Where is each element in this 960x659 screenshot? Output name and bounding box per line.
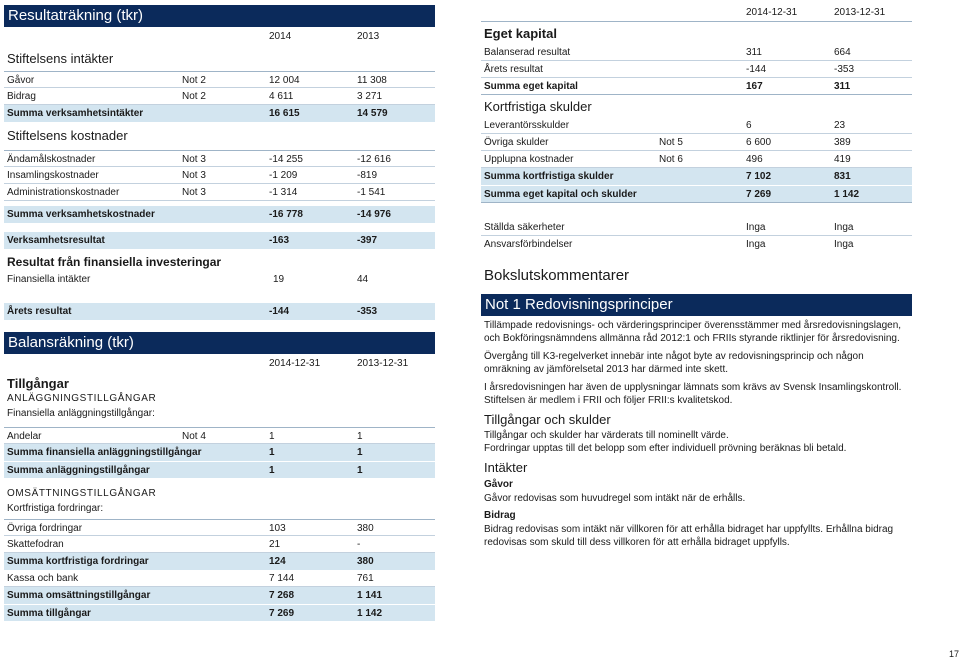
year-2013-header: 2013 — [357, 31, 380, 42]
year-result-row: Årets resultat -144 -353 — [4, 303, 435, 320]
right-column — [481, 5, 912, 554]
income-year-header — [4, 27, 435, 45]
equity-heading: Eget kapital — [484, 26, 557, 41]
current-assets-sub: Kortfristiga fordringar: — [7, 503, 104, 514]
equity-date-header: 2014-12-31 2013-12-31 — [481, 5, 912, 22]
note1-title: Not 1 Redovisningsprinciper — [481, 294, 912, 316]
equity-liabilities-total-row: Summa eget kapital och skulder 7 269 1 142 — [481, 185, 912, 202]
current-sum-row: Summa kortfristiga fordringar 124 380 — [4, 553, 435, 570]
subheading-income: Intäkter — [484, 460, 528, 475]
fixed-assets-caps: ANLÄGGNINGSTILLGÅNGAR — [7, 393, 157, 404]
table-row: Kassa och bank 7 144 761 — [4, 570, 435, 587]
equity-sum-row: Summa eget kapital 167 311 — [481, 78, 912, 95]
balance-sheet-title: Balansräkning (tkr) — [4, 332, 435, 354]
current-total-row: Summa omsättningstillgångar 7 268 1 141 — [4, 587, 435, 604]
table-row: Andelar Not 4 1 1 — [4, 427, 435, 444]
paragraph: Bidrag redovisas som intäkt när villkoren för att erhålla bidraget har uppfyllts. Erhållna bidrag redovisas som skuld till dess villkoren för att erhålla bidraget uppfylls. — [484, 524, 894, 548]
current-assets-caps: OMSÄTTNINGSTILLGÅNGAR — [7, 488, 157, 499]
liabilities-sum-row: Summa kortfristiga skulder 7 102 831 — [481, 168, 912, 185]
operating-result-row: Verksamhetsresultat -163 -397 — [4, 232, 435, 249]
table-row: Finansiella intäkter 19 44 — [7, 274, 369, 285]
balance-date-header: 2014-12-31 2013-12-31 — [269, 358, 409, 369]
fixed-sum-row: Summa finansiella anläggningstillgångar 1 1 — [4, 444, 435, 461]
fixed-assets-sub: Finansiella anläggningstillgångar: — [7, 408, 155, 419]
income-statement-title: Resultaträkning (tkr) — [4, 5, 435, 27]
table-row: Bidrag Not 2 4 611 3 271 — [4, 88, 435, 105]
paragraph: I årsredovisningen har även de upplysningar lämnats som krävs av Svensk Insamlingskontroll. Stiftelsen är medlem i FRII och följer FRII:s kvalitetskod. — [484, 382, 902, 406]
cost-heading: Stiftelsens kostnader — [7, 128, 128, 143]
table-row: Leverantörsskulder 6 23 — [481, 117, 912, 134]
table-row: Balanserad resultat 311 664 — [481, 44, 912, 61]
financial-heading: Resultat från finansiella investeringar — [7, 255, 222, 269]
table-row: Övriga skulder Not 5 6 600 389 — [481, 134, 912, 151]
subheading-gifts: Gåvor — [484, 479, 513, 490]
table-row: Ställda säkerheter Inga Inga — [481, 219, 912, 236]
table-row: Administrationskostnader Not 3 -1 314 -1 541 — [4, 184, 435, 201]
revenue-sum-row: Summa verksamhetsintäkter 16 615 14 579 — [4, 105, 435, 122]
paragraph: Övergång till K3-regelverket innebär inte något byte av redovisningsprincip och någon omräkning av jämförelsetal 2013 har därmed inte skett. — [484, 351, 864, 375]
cost-sum-row: Summa verksamhetskostnader -16 778 -14 976 — [4, 206, 435, 223]
table-row: Ansvarsförbindelser Inga Inga — [484, 239, 854, 250]
page-number: 17 — [949, 649, 960, 659]
table-row: Insamlingskostnader Not 3 -1 209 -819 — [4, 167, 435, 184]
paragraph: Tillämpade redovisnings- och värderingsprinciper överensstämmer med årsredovisningslagen, och Bokföringsnämndens allmänna råd 2012:1 och FRIIs styrande riktlinjer för årsredovisning. — [484, 320, 902, 344]
fixed-total-row: Summa anläggningstillgångar 1 1 — [4, 461, 435, 478]
paragraph: Tillgångar och skulder har värderats till nominellt värde. — [484, 430, 729, 441]
comments-heading: Bokslutskommentarer — [484, 267, 630, 284]
liabilities-heading: Kortfristiga skulder — [484, 99, 592, 114]
table-row: Övriga fordringar 103 380 — [4, 519, 435, 536]
table-row: Ändamålskostnader Not 3 -14 255 -12 616 — [4, 150, 435, 167]
table-row: Upplupna kostnader Not 6 496 419 — [481, 151, 912, 168]
assets-total-row: Summa tillgångar 7 269 1 142 — [4, 604, 435, 621]
paragraph: Gåvor redovisas som huvudregel som intäkt när de erhålls. — [484, 493, 746, 504]
revenue-heading: Stiftelsens intäkter — [7, 51, 114, 66]
paragraph: Fordringar upptas till det belopp som efter individuell prövning beräknas bli betald. — [484, 443, 847, 454]
table-row: Gåvor Not 2 12 004 11 308 — [4, 71, 435, 88]
table-row: Skattefodran 21 - — [4, 536, 435, 553]
year-2014-header: 2014 — [269, 31, 292, 42]
subheading-assets: Tillgångar och skulder — [484, 412, 611, 427]
subheading-grants: Bidrag — [484, 510, 516, 521]
assets-heading: Tillgångar — [7, 376, 69, 391]
table-row: Årets resultat -144 -353 — [481, 61, 912, 78]
left-column — [4, 5, 435, 621]
